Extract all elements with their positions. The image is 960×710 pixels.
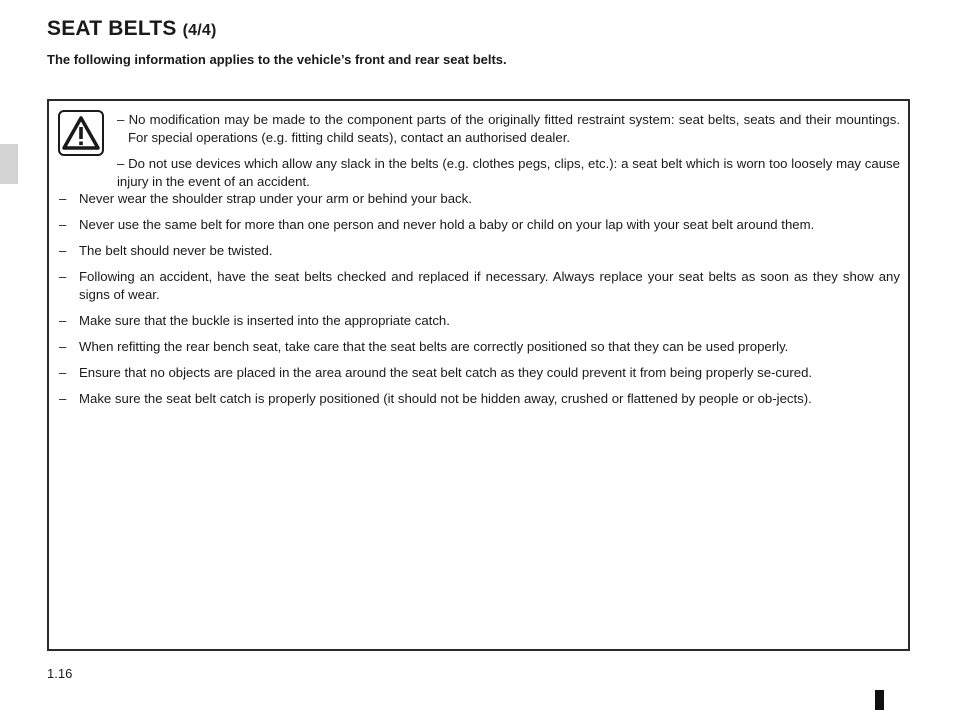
warning-list-item — [59, 268, 900, 304]
list-dash: – — [59, 365, 67, 380]
warning-item-text: When refitting the rear bench seat, take care that the seat belts are correctly positioned so that they can be used properly. — [79, 339, 789, 354]
page-title-text: SEAT BELTS — [47, 17, 177, 40]
page-subtitle: The following information applies to the vehicle’s front and rear seat belts. — [47, 52, 507, 67]
warning-item-text: The belt should never be twisted. — [79, 243, 273, 258]
list-dash: – — [59, 217, 67, 232]
warning-item-text: Make sure the seat belt catch is properly positioned (it should not be hidden away, crushed or flattened by people or ob-jects). — [79, 391, 812, 406]
warning-list-item — [59, 190, 900, 208]
page-edge-marker — [875, 690, 884, 710]
warning-list-item — [59, 364, 900, 382]
warning-item-text: Ensure that no objects are placed in the area around the seat belt catch as they could prevent it from being properly se-cured. — [79, 365, 813, 380]
warning-list-item — [59, 390, 900, 408]
warning-intro-paragraph: – Do not use devices which allow any slack in the belts (e.g. clothes pegs, clips, etc.): a seat belt which is worn too loosely may cause injury in the event of an accident. — [117, 156, 900, 189]
list-dash: – — [59, 269, 67, 284]
warning-list-item — [59, 312, 900, 330]
warning-list — [59, 190, 900, 416]
warning-list-item — [59, 216, 900, 234]
warning-item-text: Never use the same belt for more than one person and never hold a baby or child on your lap with your seat belt around them. — [79, 217, 815, 232]
list-dash: – — [59, 243, 67, 258]
warning-item-text: Make sure that the buckle is inserted into the appropriate catch. — [79, 313, 450, 328]
warning-box — [47, 99, 910, 651]
section-tab-marker — [0, 144, 18, 184]
warning-list-item — [59, 242, 900, 260]
list-dash: – — [59, 191, 67, 206]
warning-intro-paragraph: – No modification may be made to the component parts of the originally fitted restraint system: seat belts, seats and their mountings. For special operations (e.g. fitting child seats), contact an authorised dealer. — [117, 112, 900, 145]
page-number: 1.16 — [47, 666, 73, 681]
list-dash: – — [59, 391, 67, 406]
list-dash: – — [59, 313, 67, 328]
warning-item-text: Following an accident, have the seat belts checked and replaced if necessary. Always replace your seat belts as soon as they show any signs of wear. — [79, 269, 900, 302]
warning-intro — [117, 111, 900, 199]
list-dash: – — [59, 339, 67, 354]
warning-item-text: Never wear the shoulder strap under your arm or behind your back. — [79, 191, 472, 206]
page-title-part: (4/4) — [182, 22, 217, 39]
warning-triangle-icon — [58, 110, 104, 156]
page-title — [47, 17, 217, 41]
warning-list-item — [59, 338, 900, 356]
